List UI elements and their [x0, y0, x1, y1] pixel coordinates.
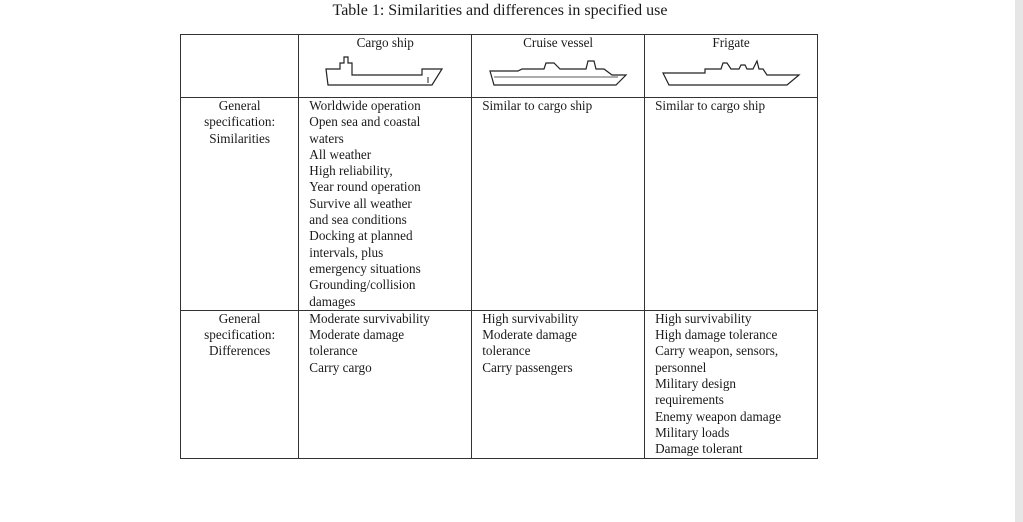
cell-line: High survivability	[482, 310, 579, 326]
cell-line: Survive all weather	[309, 195, 412, 211]
cell-line: Similar to cargo ship	[655, 98, 766, 113]
cargo-ship-icon	[324, 55, 446, 87]
label-line: specification:	[204, 114, 276, 130]
cell-line: Damage tolerant	[655, 441, 743, 457]
label-line: Similarities	[209, 130, 271, 146]
cell-frigate-similarities	[645, 98, 818, 311]
cell-line: Moderate survivability	[309, 310, 430, 326]
cell-frigate-differences	[645, 310, 818, 458]
cell-line: waters	[309, 130, 344, 146]
cell-line: Similar to cargo ship	[482, 98, 593, 113]
cruise-vessel-icon	[488, 55, 628, 87]
scrollbar-track[interactable]	[1015, 0, 1023, 522]
header-label-frigate: Frigate	[712, 35, 750, 50]
cell-cruise-differences	[472, 310, 645, 458]
header-frigate	[645, 35, 818, 98]
cell-line: and sea conditions	[309, 212, 407, 228]
header-cargo-ship	[299, 35, 472, 98]
cell-line: intervals, plus	[309, 244, 384, 260]
cell-line: Military loads	[655, 424, 730, 440]
cell-line: Military design	[655, 376, 737, 392]
label-line: General	[218, 98, 261, 113]
cell-cargo-differences	[299, 310, 472, 458]
label-line: Differences	[209, 343, 271, 359]
label-line: specification:	[204, 327, 276, 343]
cell-line: All weather	[309, 146, 372, 162]
cell-line: Moderate damage	[309, 327, 405, 343]
cell-line: High survivability	[655, 310, 752, 326]
header-label-cruise: Cruise vessel	[523, 35, 594, 50]
cell-line: requirements	[655, 392, 724, 408]
row-label-differences	[181, 310, 299, 458]
table-row-differences	[181, 310, 818, 458]
cell-line: High reliability,	[309, 163, 393, 179]
cell-cruise-similarities	[472, 98, 645, 311]
cell-line: damages	[309, 293, 356, 309]
cell-line: Worldwide operation	[309, 98, 421, 113]
header-label-cargo: Cargo ship	[356, 35, 414, 50]
cell-line: High damage tolerance	[655, 327, 778, 343]
label-line: General	[218, 310, 261, 326]
cell-line: Grounding/collision	[309, 277, 416, 293]
table-row-similarities	[181, 98, 818, 311]
cell-line: tolerance	[482, 343, 531, 359]
cell-line: personnel	[655, 359, 707, 375]
cell-line: Open sea and coastal	[309, 114, 421, 130]
cell-cargo-similarities	[299, 98, 472, 311]
row-label-similarities	[181, 98, 299, 311]
table-header-row	[181, 35, 818, 98]
empty-header-cell	[181, 35, 299, 98]
frigate-icon	[661, 55, 801, 87]
cell-line: Carry weapon, sensors,	[655, 343, 779, 359]
header-cruise-vessel	[472, 35, 645, 98]
cell-line: Enemy weapon damage	[655, 408, 782, 424]
cell-line: Moderate damage	[482, 327, 578, 343]
cell-line: Carry cargo	[309, 359, 372, 375]
cell-line: emergency situations	[309, 260, 421, 276]
cell-line: Carry passengers	[482, 359, 573, 375]
table-caption	[0, 2, 1000, 20]
cell-line: Docking at planned	[309, 228, 413, 244]
cell-line: tolerance	[309, 343, 358, 359]
cell-line: Year round operation	[309, 179, 421, 195]
comparison-table	[180, 34, 818, 459]
caption-text: Table 1: Similarities and differences in specified use	[332, 2, 668, 19]
